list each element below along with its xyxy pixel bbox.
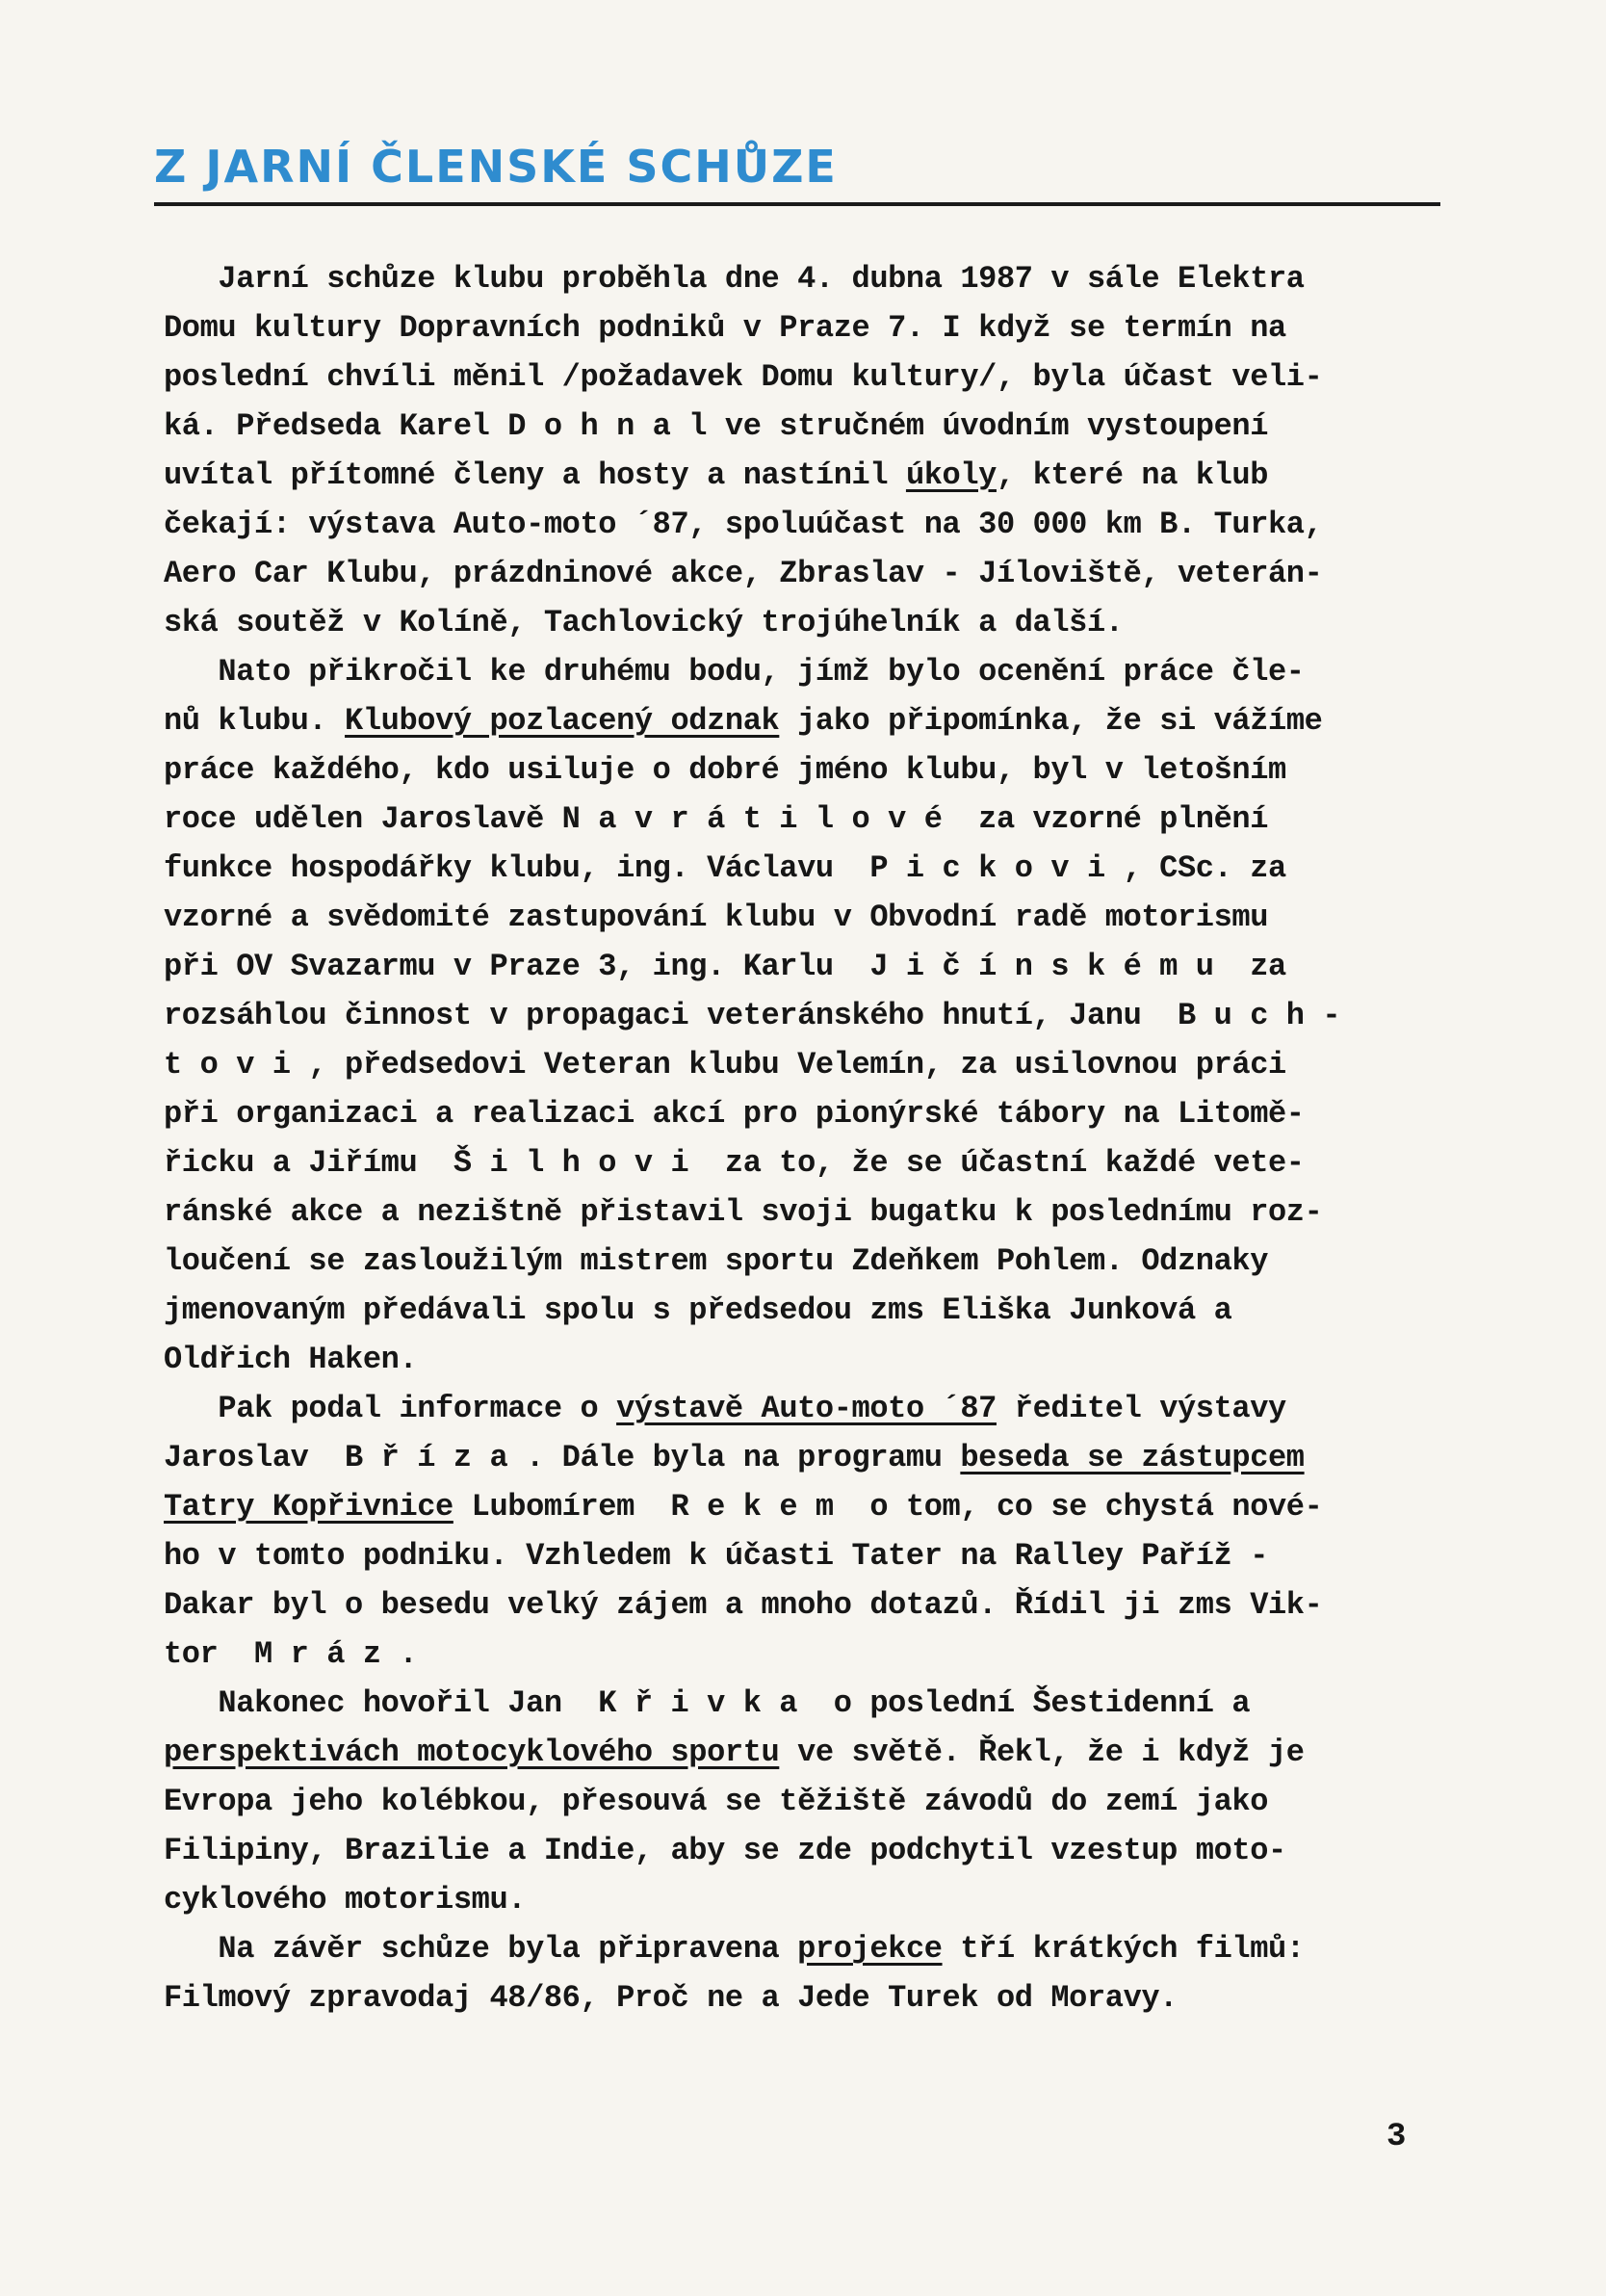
text-line bbox=[164, 1187, 1454, 1237]
text-run: cyklového motorismu. bbox=[164, 1882, 527, 1918]
text-line bbox=[164, 303, 1454, 352]
text-line bbox=[164, 844, 1454, 893]
text-run: Lubomírem R e k e m o tom, co se chystá nové- bbox=[453, 1489, 1323, 1525]
text-run: při organizaci a realizaci akcí pro pionýrské tábory na Litomě- bbox=[164, 1096, 1305, 1132]
article-header bbox=[154, 141, 1444, 206]
text-run: , které na klub bbox=[996, 457, 1269, 493]
text-run: uvítal přítomné členy a hosty a nastínil bbox=[164, 457, 906, 493]
text-run: ředitel výstavy bbox=[996, 1391, 1286, 1426]
text-run: vzorné a svědomité zastupování klubu v Obvodní radě motorismu bbox=[164, 900, 1268, 935]
text-line bbox=[164, 745, 1454, 795]
text-line bbox=[164, 1630, 1454, 1679]
text-run: tří krátkých filmů: bbox=[942, 1931, 1305, 1967]
text-line bbox=[164, 696, 1454, 745]
text-line bbox=[164, 254, 1454, 303]
text-run: jako připomínka, že si vážíme bbox=[779, 703, 1323, 739]
underlined-phrase: úkoly bbox=[905, 457, 997, 493]
text-run: Pak podal informace o bbox=[164, 1391, 617, 1426]
text-line bbox=[164, 795, 1454, 844]
underlined-phrase: perspektivách motocyklového sportu bbox=[164, 1735, 780, 1770]
text-line bbox=[164, 1728, 1454, 1777]
text-run: Na závěr schůze byla připravena bbox=[164, 1931, 798, 1967]
text-run: nů klubu. bbox=[164, 703, 346, 739]
text-line bbox=[164, 598, 1454, 647]
text-run: loučení se zasloužilým mistrem sportu Zdeňkem Pohlem. Odznaky bbox=[164, 1243, 1268, 1279]
text-run: Filipiny, Brazilie a Indie, aby se zde podchytil vzestup moto- bbox=[164, 1833, 1286, 1868]
text-line bbox=[164, 1826, 1454, 1875]
text-line bbox=[164, 1040, 1454, 1089]
text-line bbox=[164, 1531, 1454, 1580]
underlined-phrase: Klubový pozlacený odznak bbox=[345, 703, 780, 739]
text-run: řicku a Jiřímu Š i l h o v i za to, že se účastní každé vete- bbox=[164, 1145, 1305, 1181]
text-line bbox=[164, 1875, 1454, 1924]
text-run: práce každého, kdo usiluje o dobré jméno klubu, byl v letošním bbox=[164, 752, 1286, 788]
text-run: funkce hospodářky klubu, ing. Václavu P i c k o v i , CSc. za bbox=[164, 850, 1286, 886]
text-run: Evropa jeho kolébkou, přesouvá se těžiště závodů do zemí jako bbox=[164, 1784, 1268, 1819]
title-underline-rule bbox=[154, 202, 1440, 206]
text-run: Aero Car Klubu, prázdninové akce, Zbraslav - Jíloviště, veterán- bbox=[164, 556, 1323, 591]
text-run: Nato přikročil ke druhému bodu, jímž bylo ocenění práce čle- bbox=[164, 654, 1305, 690]
text-line bbox=[164, 1482, 1454, 1531]
page-title: Z JARNÍ ČLENSKÉ SCHŮZE bbox=[154, 141, 838, 193]
text-line bbox=[164, 352, 1454, 402]
text-line bbox=[164, 1679, 1454, 1728]
text-line bbox=[164, 1089, 1454, 1138]
text-run: Filmový zpravodaj 48/86, Proč ne a Jede Turek od Moravy. bbox=[164, 1980, 1178, 2016]
text-line bbox=[164, 1433, 1454, 1482]
page-number: 3 bbox=[1386, 2119, 1407, 2155]
text-run: Nakonec hovořil Jan K ř i v k a o poslední Šestidenní a bbox=[164, 1685, 1251, 1721]
text-line bbox=[164, 1384, 1454, 1433]
text-run: roce udělen Jaroslavě N a v r á t i l o v é za vzorné plnění bbox=[164, 801, 1268, 837]
text-line bbox=[164, 451, 1454, 500]
text-run: ránské akce a nezištně přistavil svoji bugatku k poslednímu roz- bbox=[164, 1194, 1323, 1230]
text-run: rozsáhlou činnost v propagaci veteránského hnutí, Janu B u c h - bbox=[164, 998, 1341, 1033]
text-run: Oldřich Haken. bbox=[164, 1342, 418, 1377]
text-run: poslední chvíli měnil /požadavek Domu kultury/, byla účast veli- bbox=[164, 359, 1323, 395]
text-line bbox=[164, 893, 1454, 942]
text-line bbox=[164, 1973, 1454, 2022]
text-run: ho v tomto podniku. Vzhledem k účasti Tater na Ralley Paříž - bbox=[164, 1538, 1268, 1574]
text-run: Dakar byl o besedu velký zájem a mnoho dotazů. Řídil ji zms Vik- bbox=[164, 1587, 1323, 1623]
text-run: Domu kultury Dopravních podniků v Praze 7. I když se termín na bbox=[164, 310, 1286, 346]
text-run: ská soutěž v Kolíně, Tachlovický trojúhelník a další. bbox=[164, 605, 1124, 640]
text-line bbox=[164, 1138, 1454, 1187]
text-run: tor M r á z . bbox=[164, 1636, 418, 1672]
text-line bbox=[164, 1335, 1454, 1384]
text-line bbox=[164, 402, 1454, 451]
text-run: ve světě. Řekl, že i když je bbox=[779, 1735, 1305, 1770]
text-run: ká. Předseda Karel D o h n a l ve stručném úvodním vystoupení bbox=[164, 408, 1268, 444]
text-line bbox=[164, 1924, 1454, 1973]
text-run: t o v i , předsedovi Veteran klubu Velemín, za usilovnou práci bbox=[164, 1047, 1286, 1083]
text-line bbox=[164, 500, 1454, 549]
underlined-phrase: Tatry Kopřivnice bbox=[164, 1489, 453, 1525]
text-line bbox=[164, 1777, 1454, 1826]
text-line bbox=[164, 1580, 1454, 1630]
text-line bbox=[164, 549, 1454, 598]
text-line bbox=[164, 647, 1454, 696]
text-line bbox=[164, 1237, 1454, 1286]
text-run: jmenovaným předávali spolu s předsedou zms Eliška Junková a bbox=[164, 1292, 1232, 1328]
underlined-phrase: projekce bbox=[797, 1931, 943, 1967]
text-line bbox=[164, 1286, 1454, 1335]
underlined-phrase: výstavě Auto-moto ´87 bbox=[616, 1391, 997, 1426]
text-run: Jarní schůze klubu proběhla dne 4. dubna 1987 v sále Elektra bbox=[164, 261, 1305, 297]
text-line bbox=[164, 942, 1454, 991]
article-body bbox=[164, 254, 1454, 2022]
text-run: čekají: výstava Auto-moto ´87, spoluúčast na 30 000 km B. Turka, bbox=[164, 507, 1323, 542]
text-run: při OV Svazarmu v Praze 3, ing. Karlu J i č í n s k é m u za bbox=[164, 949, 1286, 984]
text-line bbox=[164, 991, 1454, 1040]
text-run: Jaroslav B ř í z a . Dále byla na programu bbox=[164, 1440, 961, 1475]
underlined-phrase: beseda se zástupcem bbox=[960, 1440, 1305, 1475]
